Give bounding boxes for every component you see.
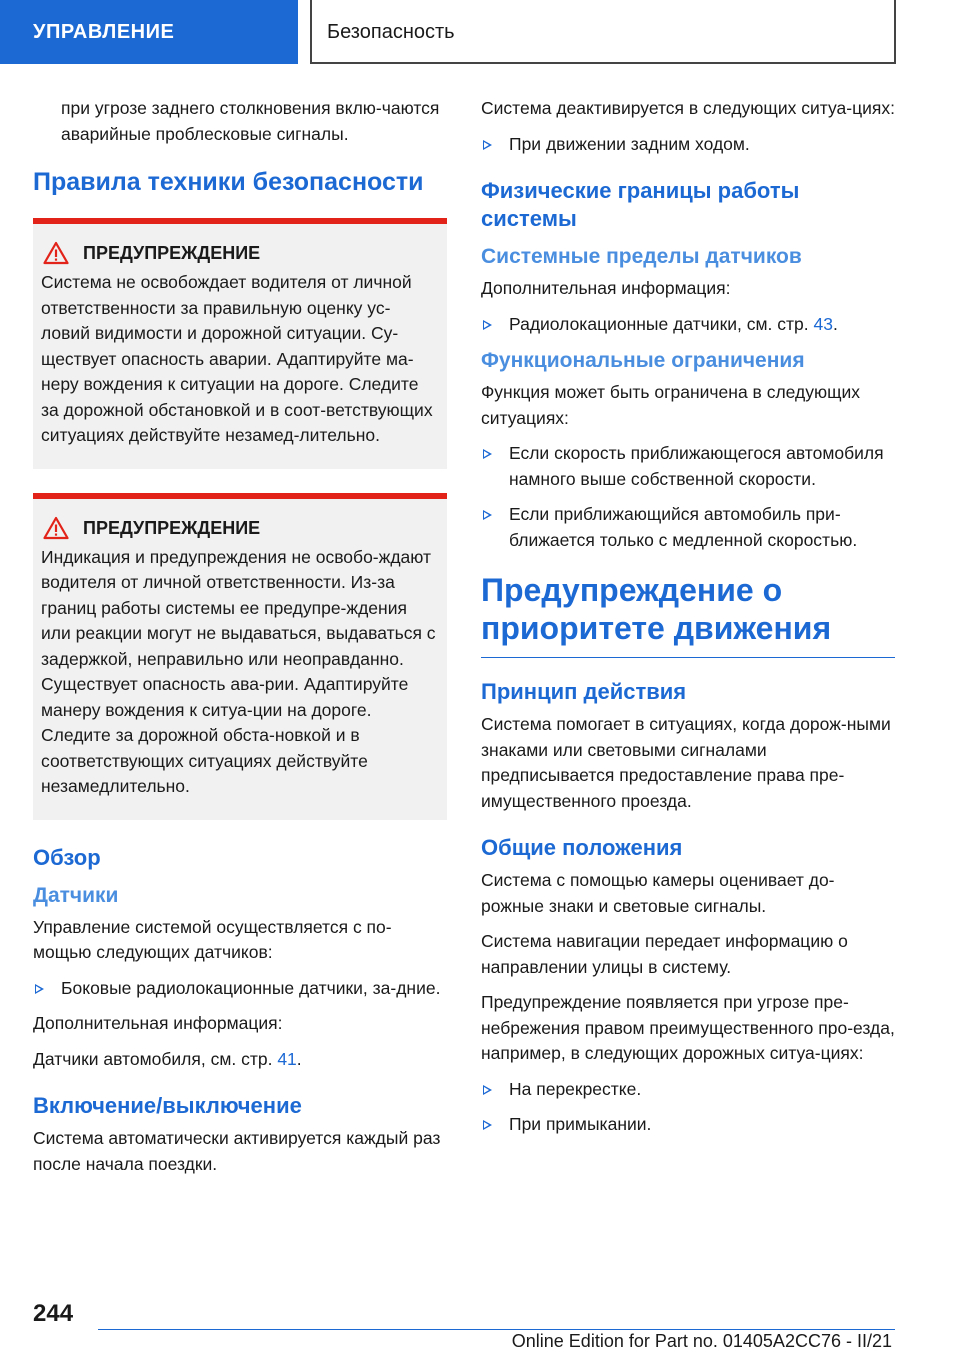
sensor-limits-heading: Системные пределы датчиков: [481, 245, 802, 268]
bullet-text: При примыкании.: [509, 1114, 652, 1134]
list-item: [33, 976, 447, 1002]
triangle-bullet-icon: [35, 984, 44, 994]
page-number: 244: [33, 1300, 74, 1327]
triangle-bullet-icon: [483, 449, 492, 459]
triangle-bullet-icon: [483, 510, 492, 520]
principle-heading: Принцип действия: [481, 679, 687, 704]
sensors-heading: Датчики: [33, 883, 119, 907]
triangle-bullet-icon: [483, 140, 492, 150]
onoff-text: Система автоматически активируется каждый раз после начала поездки.: [33, 1128, 441, 1174]
limits-heading: Физические границы работы системы: [481, 178, 800, 231]
edition-footer: Online Edition for Part no. 01405A2CC76 - II/21: [511, 1331, 892, 1351]
warning-box-1: [33, 218, 447, 469]
warning-text-2: Индикация и предупреждения не освобо-ждают водителя от личной ответственности. Из-за границ работы системы ее предупре-ждения или реакции могут не выдаваться, выдаваться с задержкой, неправильно или неоправданно. Существует опасность ава-рии. Адаптируйте манеру вождения к ситуа-ции на дороге. Следите за дорожной обста-новкой и в соответствующих ситуациях действуйте незамедлительно.: [41, 546, 436, 796]
safety-heading: Правила техники безопасности: [33, 168, 424, 196]
left-column: [33, 96, 447, 1187]
heading-divider: [481, 657, 895, 658]
general-text-3: Предупреждение появляется при угрозе пре-небрежения правом преимущественного про-езда, например, в следующих дорожных ситуа-циях:: [481, 992, 895, 1063]
warning-label-2: ПРЕДУПРЕЖДЕНИЕ: [83, 517, 261, 538]
list-item: [481, 441, 895, 492]
more-info-label: Дополнительная информация:: [33, 1013, 283, 1033]
intro-paragraph: при угрозе заднего столкновения вклю-чаются аварийные проблесковые сигналы.: [61, 98, 440, 144]
bullet-text: Боковые радиолокационные датчики, за-дние.: [61, 977, 441, 998]
list-item: [481, 502, 895, 553]
reference-text: Датчики автомобиля, см. стр.: [33, 1048, 278, 1069]
warning-triangle-icon: [43, 241, 69, 265]
principle-text: Система помогает в ситуациях, когда дорож-ными знаками или световыми сигналами предписывается предоставление права пре-имущественного проезда.: [481, 714, 891, 811]
functional-limits-text: Функция может быть ограничена в следующих ситуациях:: [481, 382, 861, 428]
triangle-bullet-icon: [483, 1120, 492, 1130]
reference-period: .: [832, 313, 838, 334]
onoff-heading: Включение/выключение: [33, 1093, 302, 1118]
general-text-2: Система навигации передает информацию о направлении улицы в систему.: [481, 931, 848, 977]
chapter-title: Безопасность: [310, 0, 896, 64]
right-column: [481, 96, 895, 1148]
list-item: [481, 132, 895, 158]
overview-heading: Обзор: [33, 844, 101, 870]
page-header: [0, 0, 960, 66]
functional-limits-heading: Функциональные ограничения: [481, 349, 805, 372]
page-link-41[interactable]: 41: [277, 1048, 297, 1069]
general-text-1: Система с помощью камеры оценивает до-рожные знаки и световые сигналы.: [481, 870, 835, 916]
bullet-text: При движении задним ходом.: [509, 133, 750, 154]
warning-text-1: Система не освобождает водителя от личной ответственности за правильную оценку ус-ловий видимости и дорожной ситуации. Су-ществует опасность аварии. Адаптируйте ма-неру вождения к ситуации на дороге. Следите за дорожной обстановкой и в соот-ветствующих ситуациях действуйте незамед-лительно.: [41, 272, 433, 445]
warning-triangle-icon: [43, 516, 69, 540]
warning-box-2: [33, 493, 447, 820]
warning-title-1: [41, 240, 437, 266]
bullet-text: Если скорость приближающегося автомобиля намного выше собственной скорости.: [509, 443, 884, 489]
sensors-reference: [33, 1047, 447, 1073]
bullet-text: Радиолокационные датчики, см. стр.: [509, 313, 814, 334]
list-item: [481, 1112, 895, 1138]
reference-period: .: [296, 1048, 302, 1069]
bullet-text: На перекрестке.: [509, 1078, 642, 1099]
page-link-43[interactable]: 43: [813, 313, 833, 334]
list-item: [481, 312, 895, 338]
priority-heading: Предупреждение о приоритете движения: [481, 572, 832, 646]
footer-divider: [98, 1329, 895, 1330]
warning-label-1: ПРЕДУПРЕЖДЕНИЕ: [83, 243, 261, 263]
general-heading: Общие положения: [481, 835, 683, 860]
bullet-text: Если приближающийся автомобиль при-ближается только с медленной скоростью.: [509, 504, 858, 550]
sensors-text: Управление системой осуществляется с по-мощью следующих датчиков:: [33, 916, 392, 962]
triangle-bullet-icon: [483, 1085, 492, 1095]
warning-title-2: [41, 515, 437, 541]
section-tab: УПРАВЛЕНИЕ: [0, 0, 298, 64]
more-info-label: Дополнительная информация:: [481, 278, 731, 298]
deactivation-text: Система деактивируется в следующих ситуа-циях:: [481, 98, 895, 118]
triangle-bullet-icon: [483, 320, 492, 330]
list-item: [481, 1077, 895, 1103]
